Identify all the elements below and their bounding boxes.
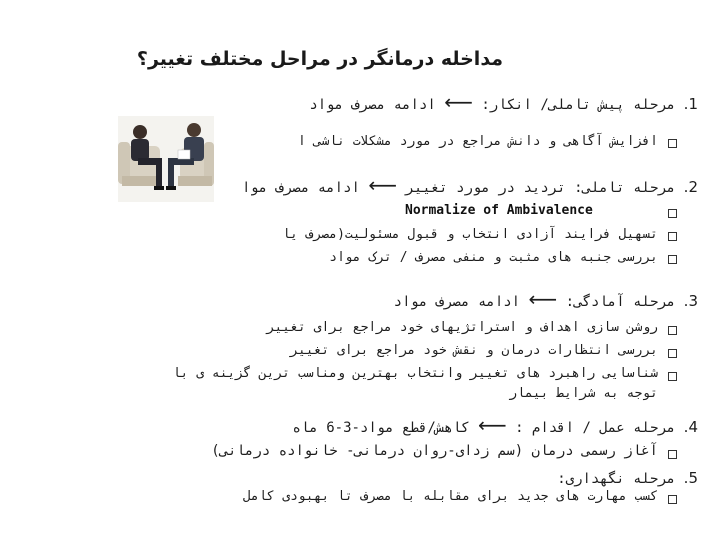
- slide-title: مداخله درمانگر در مراحل مختلف تغییر؟: [136, 48, 504, 70]
- stage1-header: [309, 90, 698, 114]
- stage1-heading: مرحله پیش تاملی/ انکار:: [481, 97, 676, 113]
- bullet-icon: [668, 450, 677, 459]
- bullet-icon: [668, 372, 677, 381]
- stage2-bullet-3: بررسی جنبه های مثبت و منفی مصرف / ترک مواد: [329, 250, 658, 265]
- stage2-number: 2.: [683, 178, 698, 196]
- stage5-heading: مرحله نگهداری:: [557, 471, 676, 487]
- bullet-icon: [668, 495, 677, 504]
- stage3-bullet-3-cont: توجه به شرایط بیمار: [509, 386, 658, 401]
- arrow-icon: ⟵: [444, 90, 473, 114]
- stage1-bullet-1: افزایش آگاهی و دانش مراجع در مورد مشکلات ناشی ا: [297, 134, 658, 149]
- stage4-heading: مرحله عمل / اقدام :: [515, 420, 676, 436]
- bullet-icon: [668, 139, 677, 148]
- stage2-bullet-1: Normalize of Ambivalence: [405, 203, 593, 218]
- stage3-bullet-1: روشن سازی اهداف و استراتژیهای خود مراجع برای تغییر: [266, 320, 658, 335]
- arrow-icon: ⟵: [368, 173, 398, 197]
- arrow-icon: ⟵: [528, 287, 558, 311]
- stage2-result: ادامه مصرف موا: [241, 180, 360, 196]
- bullet-icon: [668, 349, 677, 358]
- stage2-bullet-2: تسهیل فرایند آزادی انتخاب و قبول مسئولیت(مصرف یا: [282, 227, 658, 242]
- stage4-header: [292, 413, 698, 437]
- bullet-icon: [668, 326, 677, 335]
- stage5-header: [557, 469, 698, 487]
- stage3-header: [393, 287, 698, 311]
- stage4-result: کاهش/قطع مواد-3-6 ماه: [292, 420, 470, 436]
- stage5-number: 5.: [683, 469, 698, 487]
- bullet-icon: [668, 255, 677, 264]
- bullet-icon: [668, 209, 677, 218]
- counseling-photo: [118, 116, 214, 202]
- stage1-result: ادامه مصرف مواد: [309, 97, 436, 113]
- stage3-bullet-3: شناسایی راهبرد های تغییر وانتخاب بهترین ومناسب ترین گزینه ی با: [172, 366, 658, 381]
- stage2-header: [241, 173, 698, 197]
- stage3-number: 3.: [683, 292, 698, 310]
- stage3-bullet-2: بررسی انتظارات درمان و نقش خود مراجع برای تغییر: [290, 343, 658, 358]
- stage4-bullet-1: آغاز رسمی درمان (سم زدای-روان درمانی- خانواده درمانی): [211, 443, 658, 459]
- stage3-result: ادامه مصرف مواد: [393, 294, 521, 310]
- arrow-icon: ⟵: [477, 413, 507, 437]
- stage3-heading: مرحله آمادگی:: [565, 294, 676, 310]
- stage5-bullet-1: کسب مهارت های جدید برای مقابله با مصرف تا بهبودی کامل: [243, 489, 658, 504]
- stage4-number: 4.: [683, 418, 698, 436]
- bullet-icon: [668, 232, 677, 241]
- stage1-number: 1.: [683, 95, 698, 113]
- stage2-heading: مرحله تاملی: تردید در مورد تغییر: [405, 180, 676, 196]
